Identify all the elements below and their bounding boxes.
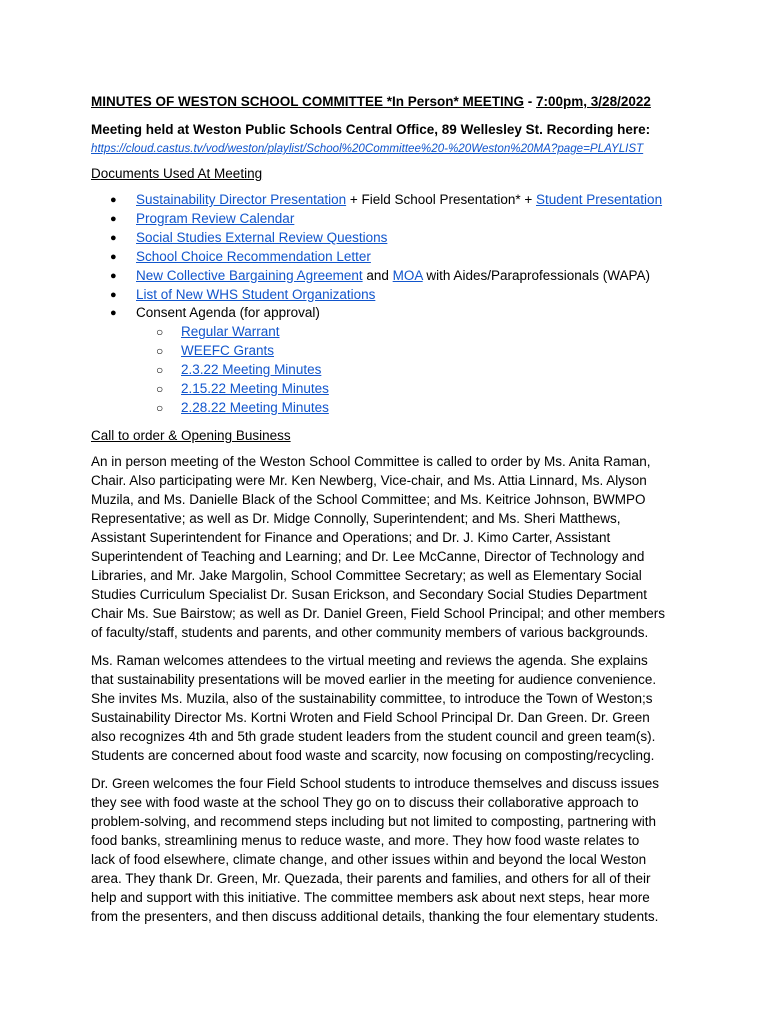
circle-bullet-icon: ○ [156, 382, 164, 397]
circle-bullet-icon: ○ [156, 344, 164, 359]
whs-student-organizations-link[interactable]: List of New WHS Student Organizations [136, 286, 376, 302]
bullet-icon: ● [110, 307, 117, 320]
social-studies-review-questions-link[interactable]: Social Studies External Review Questions [136, 229, 388, 245]
regular-warrant-link[interactable]: Regular Warrant [181, 324, 280, 340]
circle-bullet-icon: ○ [156, 400, 164, 415]
call-to-order-heading: Call to order & Opening Business [91, 427, 291, 443]
meeting-location: Meeting held at Weston Public Schools Central Office, 89 Wellesley St. Recording here: [91, 122, 651, 137]
student-presentation-link[interactable]: Student Presentation [535, 192, 663, 207]
recording-link[interactable]: https://cloud.castus.tv/vod/weston/playlist/School%20Committee%20-%20Weston%20MA?page=PLAYLIST [91, 142, 644, 155]
list-item [91, 286, 691, 305]
bullet-icon: ● [110, 269, 117, 282]
list-item [91, 248, 691, 267]
sustainability-director-presentation-link[interactable]: Sustainability Director Presentation [136, 192, 347, 207]
list-item [91, 229, 691, 248]
sub-list-item [136, 380, 691, 399]
bullet-icon: ● [110, 231, 117, 244]
recording-link-line [91, 140, 691, 158]
weefc-grants-link[interactable]: WEEFC Grants [181, 343, 275, 359]
circle-bullet-icon: ○ [156, 325, 164, 340]
sub-list-item [136, 399, 691, 418]
minutes-2-15-22-link[interactable]: 2.15.22 Meeting Minutes [181, 381, 329, 397]
minutes-2-28-22-link[interactable]: 2.28.22 Meeting Minutes [181, 399, 329, 415]
consent-agenda-label: Consent Agenda (for approval) [136, 305, 320, 321]
documents-list [91, 191, 691, 418]
sub-list-item [136, 361, 691, 380]
sub-list-item [136, 323, 691, 342]
title-separator: - [524, 94, 537, 109]
consent-agenda-list [136, 323, 691, 418]
document-title [91, 92, 691, 112]
minutes-page [91, 92, 691, 926]
title-meeting-name: MINUTES OF WESTON SCHOOL COMMITTEE *In Person* MEETING [91, 94, 525, 109]
documents-heading: Documents Used At Meeting [91, 166, 263, 181]
bullet-icon: ● [110, 250, 117, 263]
circle-bullet-icon: ○ [156, 363, 164, 378]
minutes-2-3-22-link[interactable]: 2.3.22 Meeting Minutes [181, 362, 322, 378]
sub-list-item [136, 342, 691, 361]
field-school-presentation-text: + Field School Presentation* + [346, 192, 536, 207]
and-text: and [362, 267, 393, 283]
title-meeting-time: 7:00pm, 3/28/2022 [536, 94, 651, 109]
field-school-paragraph: Dr. Green welcomes the four Field School students to introduce themselves and discuss issues they see with food waste at the school They go on to discuss their collaborative approach to problem-solving, and recommend steps including but not limited to composting, partnering with food banks, streamlining menus to reduce waste, and more. They how food waste relates to lack of food elsewhere, climate change, and other issues within and beyond the local Weston area. They thank Dr. Green, Mr. Quezada, their parents and families, and others for all of their help and support with this initiative. The committee members ask about next steps, hear more from the presenters, and then discuss additional details, thanking the four elementary students. [91, 775, 660, 924]
bullet-icon: ● [110, 212, 117, 225]
list-item [91, 267, 691, 286]
list-item [91, 191, 691, 210]
attendance-paragraph: An in person meeting of the Weston School Committee is called to order by Ms. Anita Raman, Chair. Also participating were Mr. Ken Newberg, Vice-chair, and Ms. Attia Linnard, Ms. Alyson Muzila, and Ms. Danielle Black of the School Committee; and Ms. Keitrice Johnson, BWMPO Representative; as well as Dr. Midge Connolly, Superintendent; and Ms. Sheri Matthews, Assistant Superintendent for Finance and Operations; and Dr. J. Kimo Carter, Assistant Superintendent of Teaching and Learning; and Dr. Lee McCanne, Director of Technology and Libraries, and Mr. Jake Margolin, School Committee Secretary; as well as Elementary Social Studies Curriculum Specialist Dr. Susan Erickson, and Secondary Social Studies Department Chair Ms. Sue Bairstow; as well as Dr. Daniel Green, Field School Principal; and other members of faculty/staff, students and parents, and other community members of various backgrounds. [91, 453, 665, 640]
program-review-calendar-link[interactable]: Program Review Calendar [136, 210, 295, 226]
wapa-text: with Aides/Paraprofessionals (WAPA) [422, 267, 651, 283]
welcome-paragraph: Ms. Raman welcomes attendees to the virtual meeting and reviews the agenda. She explains that sustainability presentations will be moved earlier in the meeting for audience convenience. She invites Ms. Muzila, also of the sustainability committee, to introduce the Town of Weston;s Sustainability Director Ms. Kortni Wroten and Field School Principal Dr. Dan Green. Dr. Green also recognizes 4th and 5th grade student leaders from the student council and green team(s). Students are concerned about food waste and scarcity, now focusing on composting/recycling. [91, 652, 657, 763]
bullet-icon: ● [110, 288, 117, 301]
list-item [91, 304, 691, 417]
school-choice-letter-link[interactable]: School Choice Recommendation Letter [136, 248, 371, 264]
list-item [91, 210, 691, 229]
moa-link[interactable]: MOA [392, 267, 423, 283]
collective-bargaining-agreement-link[interactable]: New Collective Bargaining Agreement [136, 267, 363, 283]
bullet-icon: ● [110, 194, 117, 206]
